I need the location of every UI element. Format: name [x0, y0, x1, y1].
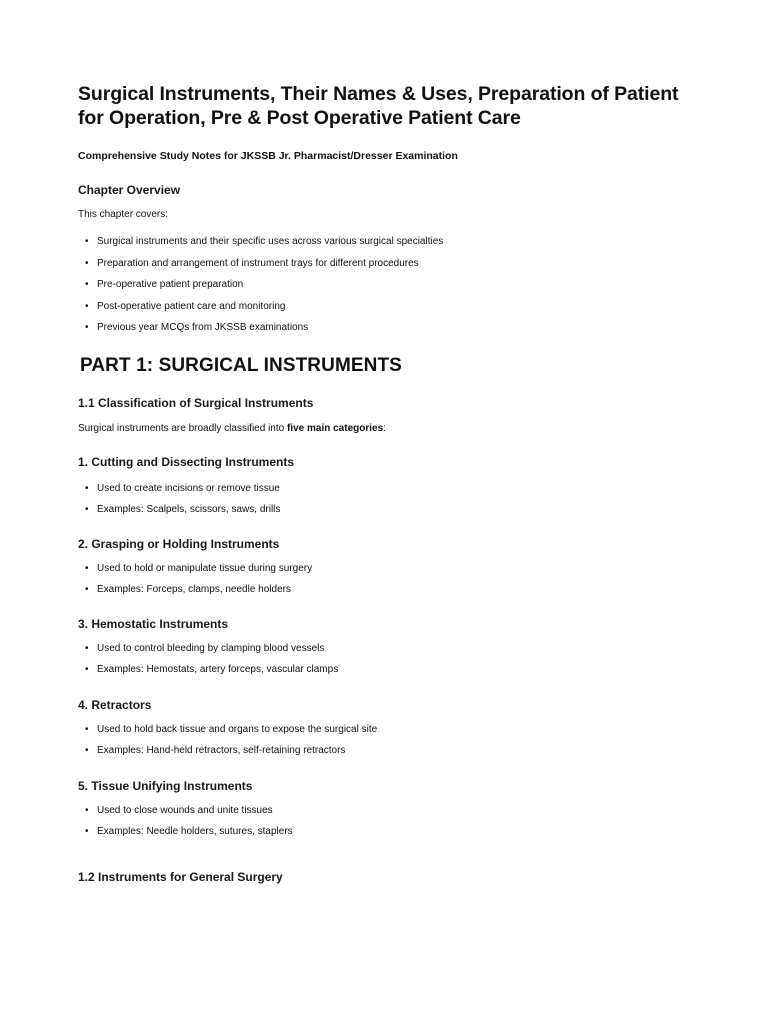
- bullet-icon: •: [85, 300, 89, 312]
- list-item: • Used to create incisions or remove tissue: [85, 483, 280, 494]
- list-item: • Examples: Needle holders, sutures, staplers: [85, 826, 293, 837]
- bullet-icon: •: [85, 643, 89, 654]
- list-item: • Used to control bleeding by clamping blood vessels: [85, 643, 325, 654]
- overview-intro: This chapter covers:: [78, 209, 169, 220]
- title-line-1: Surgical Instruments, Their Names & Uses, Preparation of Patient: [78, 83, 679, 105]
- section-1-1-heading: 1.1 Classification of Surgical Instruments: [78, 396, 314, 410]
- list-item: • Previous year MCQs from JKSSB examinations: [85, 322, 309, 333]
- bullet-icon: •: [85, 322, 89, 333]
- list-item: • Surgical instruments and their specific uses across various surgical specialties: [85, 236, 444, 247]
- list-item: • Used to hold back tissue and organs to expose the surgical site: [85, 724, 378, 735]
- bullet-icon: •: [85, 504, 89, 515]
- category-4-heading: 4. Retractors: [78, 698, 152, 712]
- bullet-icon: •: [85, 279, 89, 290]
- category-4-list: [78, 723, 698, 757]
- bullet-icon: •: [85, 483, 89, 494]
- category-5-list: [78, 804, 698, 838]
- overview-list: [78, 235, 698, 334]
- category-5-heading: 5. Tissue Unifying Instruments: [78, 779, 253, 793]
- category-1-heading: 1. Cutting and Dissecting Instruments: [78, 455, 295, 469]
- bullet-icon: •: [85, 745, 89, 756]
- list-item: • Used to hold or manipulate tissue during surgery: [85, 563, 313, 574]
- bullet-icon: •: [85, 257, 89, 269]
- bullet-icon: •: [85, 724, 89, 735]
- document-subtitle: Comprehensive Study Notes for JKSSB Jr. Pharmacist/Dresser Examination: [78, 150, 458, 162]
- bullet-icon: •: [85, 826, 89, 837]
- section-1-1-intro: Surgical instruments are broadly classified into five main categories:: [78, 423, 386, 434]
- bullet-icon: •: [85, 236, 89, 247]
- list-item: • Preparation and arrangement of instrument trays for different procedures: [85, 257, 419, 269]
- list-item: • Examples: Scalpels, scissors, saws, drills: [85, 504, 281, 515]
- list-item: • Post-operative patient care and monitoring: [85, 300, 286, 312]
- category-3-list: [78, 642, 698, 676]
- bullet-icon: •: [85, 584, 89, 595]
- bullet-icon: •: [85, 664, 89, 675]
- document-title: [78, 83, 698, 130]
- category-2-heading: 2. Grasping or Holding Instruments: [78, 537, 280, 551]
- section-1-2-heading: 1.2 Instruments for General Surgery: [78, 870, 283, 884]
- list-item: • Examples: Hemostats, artery forceps, vascular clamps: [85, 664, 339, 675]
- list-item: • Used to close wounds and unite tissues: [85, 805, 273, 816]
- title-line-2: for Operation, Pre & Post Operative Patient Care: [78, 106, 521, 129]
- list-item: • Examples: Forceps, clamps, needle holders: [85, 584, 291, 595]
- bullet-icon: •: [85, 563, 89, 574]
- part-1-heading: PART 1: SURGICAL INSTRUMENTS: [80, 355, 402, 376]
- overview-heading: Chapter Overview: [78, 183, 181, 197]
- bullet-icon: •: [85, 805, 89, 816]
- category-3-heading: 3. Hemostatic Instruments: [78, 617, 229, 631]
- list-item: • Examples: Hand-held retractors, self-retaining retractors: [85, 745, 346, 756]
- category-2-list: [78, 562, 698, 596]
- list-item: • Pre-operative patient preparation: [85, 279, 244, 290]
- category-1-list: [78, 482, 698, 516]
